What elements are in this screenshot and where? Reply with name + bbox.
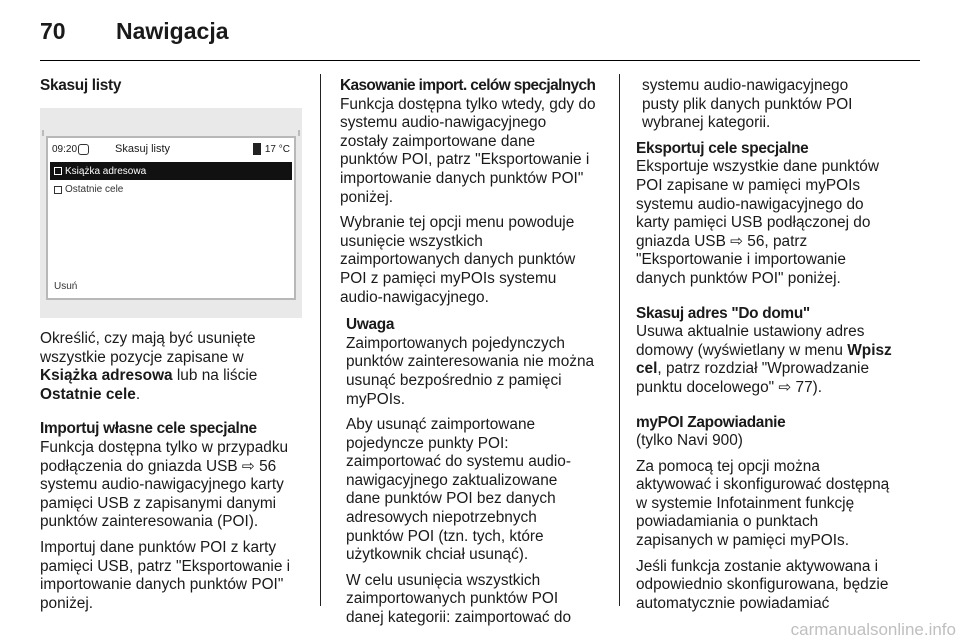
text-line: pojedyncze punkty POI: — [346, 434, 509, 452]
text-line: w systemie Infotainment funkcję — [636, 494, 855, 512]
text-line: nawigacyjnego zaktualizowane — [346, 471, 558, 489]
bracket-mark — [42, 130, 44, 136]
bold-term: Książka adresowa — [40, 367, 173, 385]
paragraph — [340, 96, 608, 208]
back-icon — [78, 144, 89, 155]
text-line — [40, 386, 306, 405]
checkbox-checked-icon — [54, 167, 62, 175]
text-line: podłączenia do gniazda USB ⇨ 56 — [40, 457, 277, 475]
text-line: automatycznie powiadamiać — [636, 594, 830, 612]
heading-delete-imported-poi: Kasowanie import. celów specjalnych — [340, 77, 596, 94]
heading-delete-home-address: Skasuj adres "Do domu" — [636, 304, 810, 322]
page-number: 70 — [40, 18, 66, 44]
paragraph — [636, 558, 920, 614]
text-span: , patrz rozdział "Wprowadzanie — [657, 360, 870, 378]
heading-mypoi-announcement: myPOI Zapowiadanie — [636, 413, 786, 431]
heading-delete-lists: Skasuj listy — [40, 77, 122, 94]
text-line: usunąć bezpośrednio z pamięci — [346, 371, 562, 389]
bold-term: Ostatnie cele — [40, 385, 136, 403]
thermometer-icon — [253, 143, 261, 155]
text-line: punktów zainteresowania nie można — [346, 353, 595, 371]
text-line: Za pomocą tej opcji można — [636, 457, 820, 475]
page-header — [40, 18, 229, 48]
text-line: poniżej. — [40, 594, 94, 612]
text-line: gniazda USB ⇨ 56, patrz — [636, 232, 808, 250]
text-line: wybranej kategorii. — [642, 114, 771, 132]
watermark: carmanualsonline.info — [790, 620, 956, 639]
text-line: usunięcie wszystkich — [340, 232, 483, 250]
menu-item-label: Książka adresowa — [65, 165, 147, 177]
text-line: pamięci USB, patrz "Eksportowanie i — [40, 557, 291, 575]
screen-illustration — [40, 108, 302, 318]
screen-time: 09:20 — [52, 143, 78, 155]
text-line: poniżej. — [340, 188, 394, 206]
menu-item-recent-destinations — [50, 184, 123, 195]
header-rule — [40, 60, 920, 61]
column-divider-1 — [320, 74, 321, 606]
text-line: zaimportowanych danych punktów — [340, 251, 576, 269]
paragraph — [40, 539, 306, 613]
menu-item-label: Ostatnie cele — [65, 184, 124, 195]
text-line: Usuwa aktualnie ustawiony adres — [636, 323, 865, 341]
text-line: pamięci USB z zapisanymi danymi — [40, 494, 277, 512]
note-block — [346, 316, 608, 628]
text-line: odpowiednio skonfigurowana, będzie — [636, 576, 889, 594]
text-line: danej kategorii: zaimportować do — [346, 609, 571, 627]
text-line: systemu audio-nawigacyjnego — [340, 114, 547, 132]
column-2 — [340, 74, 608, 628]
text-line: adresowych niepotrzebnych — [346, 509, 537, 527]
text-line: punktów POI (tzn. tych, które — [346, 527, 544, 545]
text-line: aktywować i skonfigurować dostępną — [636, 476, 890, 494]
text-line: wszystkie pozycje zapisane w — [40, 348, 244, 366]
text-line: (tylko Navi 900) — [636, 432, 743, 450]
column-1-text — [40, 330, 306, 613]
text-line: systemu audio-nawigacyjnego do — [636, 195, 864, 213]
chapter-title: Nawigacja — [116, 18, 229, 44]
text-line: audio-nawigacyjnego. — [340, 288, 489, 306]
text-line: Zaimportowanych pojedynczych — [346, 334, 565, 352]
text-line: zaimportować do systemu audio- — [346, 453, 571, 471]
text-line: zapisanych w pamięci myPOIs. — [636, 532, 849, 550]
text-line: użytkownik chciał usunąć). — [346, 546, 529, 564]
text-line: powiadamiania o punktach — [636, 513, 819, 531]
text-line: dane punktów POI bez danych — [346, 490, 556, 508]
text-line: Jeśli funkcja zostanie aktywowana i — [636, 557, 879, 575]
text-line: karty pamięci USB podłączonej do — [636, 214, 871, 232]
text-line: pusty plik danych punktów POI — [642, 95, 853, 113]
text-line: zaimportowanych punktów POI — [346, 590, 559, 608]
text-span: . — [135, 385, 141, 403]
screen-status-bar — [48, 138, 294, 160]
text-line — [636, 342, 920, 361]
text-line: systemu audio-nawigacyjnego — [642, 77, 849, 94]
text-line: importowanie danych punktów POI" — [340, 169, 584, 187]
text-line — [636, 360, 920, 379]
text-line: systemu audio-nawigacyjnego karty — [40, 476, 284, 494]
heading-import-poi: Importuj własne cele specjalne — [40, 420, 257, 438]
intro-paragraph — [40, 330, 306, 404]
text-line: W celu usunięcia wszystkich — [346, 571, 541, 589]
text-span: lub na liście — [172, 367, 258, 385]
text-line: Funkcja dostępna tylko wtedy, gdy do — [340, 95, 596, 113]
text-line: POI z pamięci myPOIs systemu — [340, 269, 557, 287]
text-line: danych punktów POI" poniżej. — [636, 269, 841, 287]
continued-paragraph — [642, 77, 920, 133]
paragraph — [340, 214, 608, 307]
column-1 — [40, 74, 306, 96]
display-screen — [46, 136, 296, 300]
screen-delete-label: Usuń — [54, 281, 78, 292]
bold-term: Wpisz — [847, 341, 892, 359]
text-line: POI zapisane w pamięci myPOIs — [636, 176, 861, 194]
paragraph — [636, 158, 920, 288]
text-line: Aby usunąć zaimportowane — [346, 416, 536, 434]
column-divider-2 — [619, 74, 620, 606]
text-line: Wybranie tej opcji menu powoduje — [340, 214, 575, 232]
screen-title: Skasuj listy — [115, 143, 171, 155]
column-3 — [636, 74, 920, 613]
text-line: punktów zainteresowania (POI). — [40, 513, 259, 531]
paragraph — [40, 439, 306, 532]
paragraph — [636, 323, 920, 397]
checkbox-icon — [54, 186, 62, 194]
text-line — [40, 367, 306, 386]
text-line: Funkcja dostępna tylko w przypadku — [40, 438, 289, 456]
text-line: punktów POI, patrz "Eksportowanie i — [340, 151, 590, 169]
text-line: zostały zaimportowane dane — [340, 132, 536, 150]
bold-term: cel — [636, 360, 658, 378]
text-span: domowy (wyświetlany w menu — [636, 341, 848, 359]
menu-item-address-book — [50, 162, 292, 180]
text-line: Określić, czy mają być usunięte — [40, 330, 256, 347]
paragraph — [636, 458, 920, 551]
text-line: myPOIs. — [346, 390, 405, 408]
text-line: punktu docelowego" ⇨ 77). — [636, 378, 823, 396]
heading-export-poi: Eksportuj cele specjalne — [636, 139, 809, 157]
bracket-mark — [298, 130, 300, 136]
text-line: Importuj dane punktów POI z karty — [40, 538, 277, 556]
screen-temperature: 17 °C — [264, 143, 290, 155]
text-line: "Eksportowanie i importowanie — [636, 251, 846, 269]
text-line: Eksportuje wszystkie dane punktów — [636, 158, 879, 176]
text-line: importowanie danych punktów POI" — [40, 576, 284, 594]
note-heading: Uwaga — [346, 316, 395, 334]
